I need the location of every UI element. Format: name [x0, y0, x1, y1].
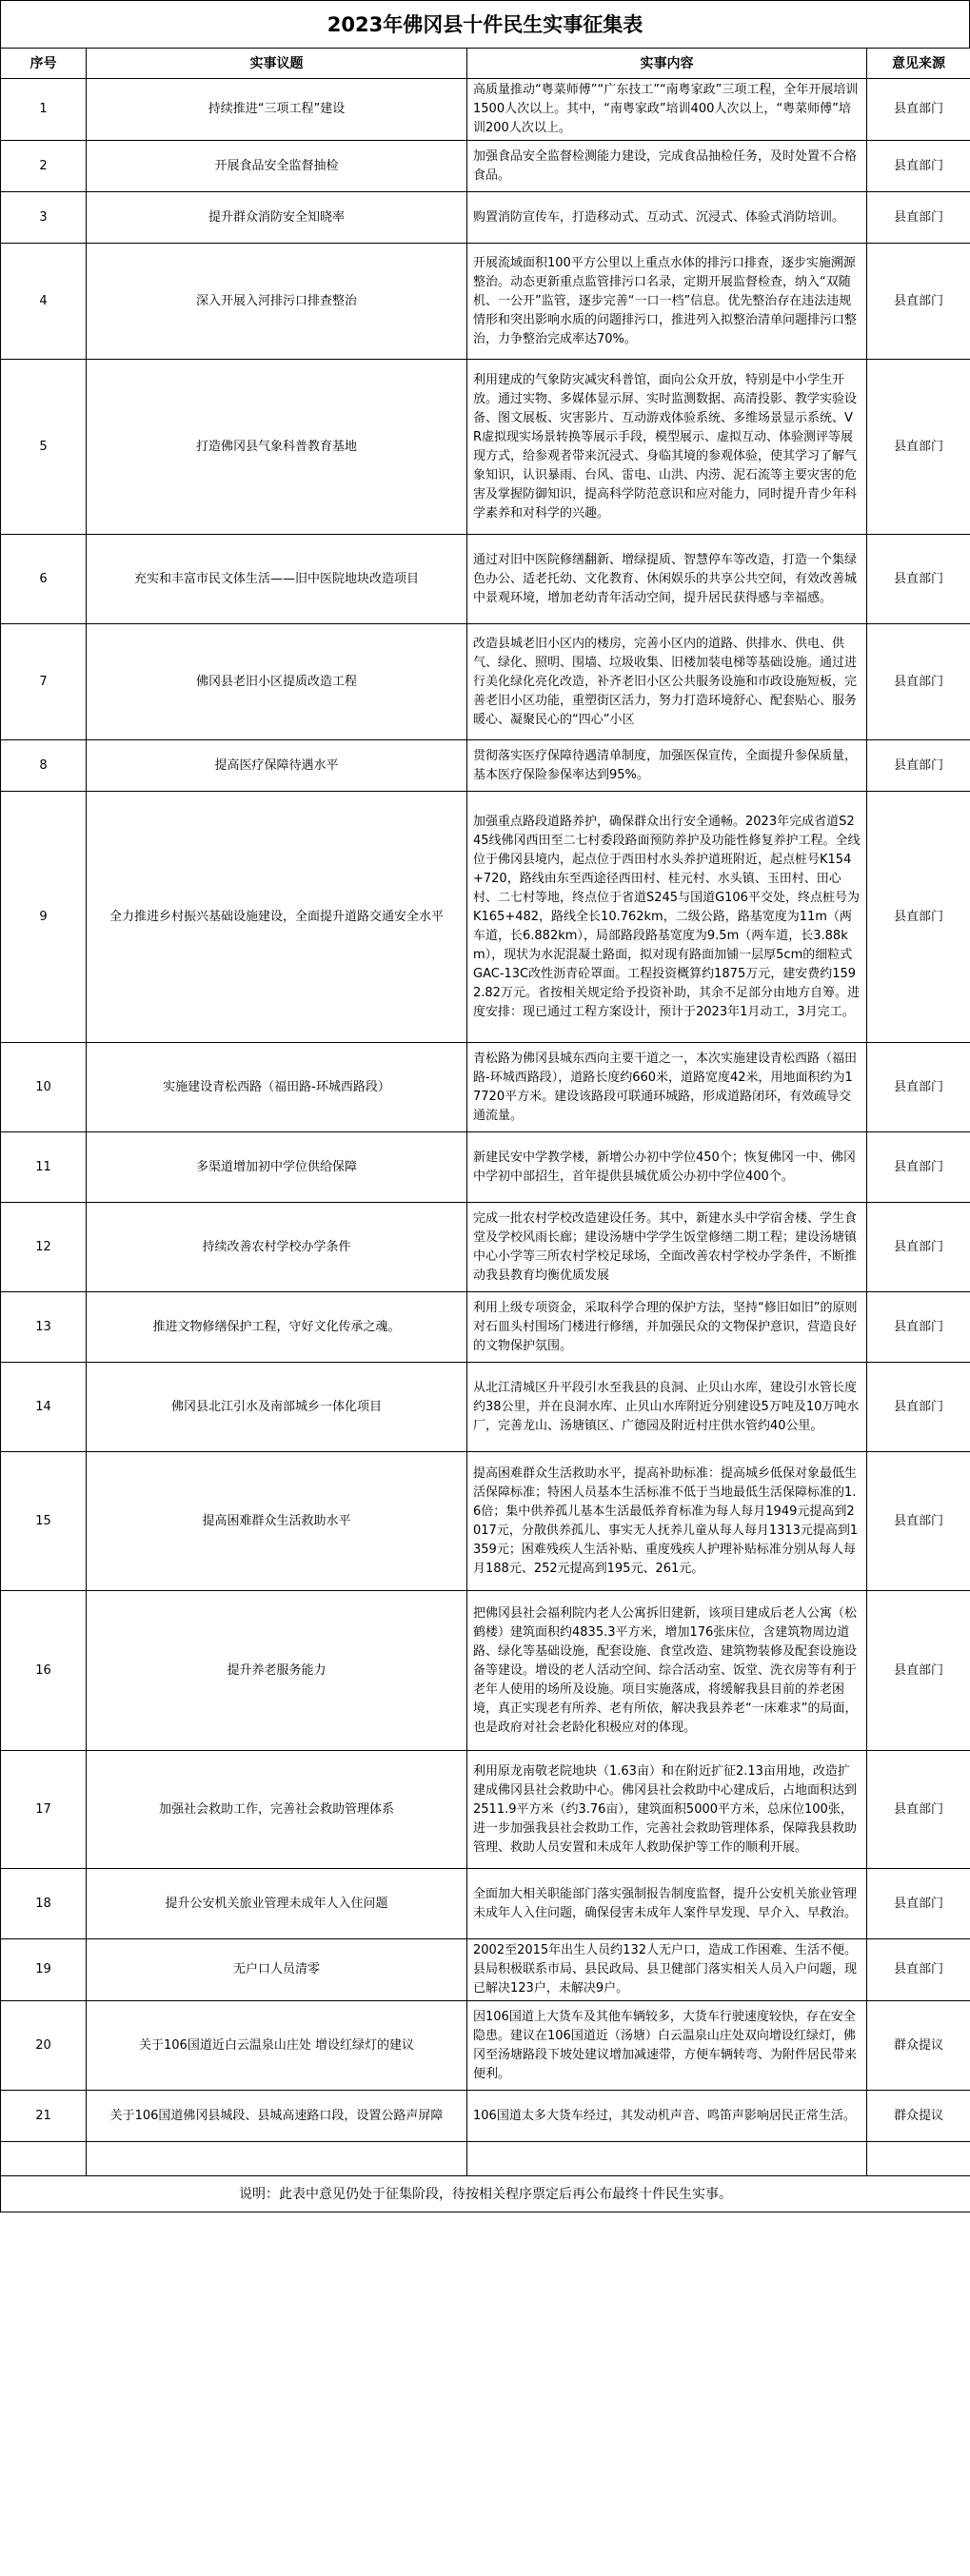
row-source: 县直部门	[867, 244, 970, 360]
empty-cell	[467, 2142, 867, 2176]
row-topic: 佛冈县北江引水及南部城乡一体化项目	[87, 1363, 467, 1452]
row-source: 县直部门	[867, 624, 970, 740]
row-content: 加强食品安全监督检测能力建设，完成食品抽检任务，及时处置不合格食品。	[467, 141, 867, 192]
row-source: 县直部门	[867, 141, 970, 192]
row-number: 18	[1, 1869, 87, 1939]
row-number: 1	[1, 79, 87, 141]
row-topic: 关于106国道近白云温泉山庄处 增设红绿灯的建议	[87, 2001, 467, 2091]
row-number: 14	[1, 1363, 87, 1452]
table-row	[1, 1751, 970, 1869]
row-source: 县直部门	[867, 1869, 970, 1939]
table-row	[1, 1363, 970, 1452]
row-topic: 持续改善农村学校办学条件	[87, 1203, 467, 1292]
empty-cell	[867, 2142, 970, 2176]
header-content: 实事内容	[467, 49, 867, 79]
header-topic: 实事议题	[87, 49, 467, 79]
note-row	[1, 2176, 970, 2212]
row-content: 购置消防宣传车，打造移动式、互动式、沉浸式、体验式消防培训。	[467, 192, 867, 244]
row-content: 通过对旧中医院修缮翻新、增绿提质、智慧停车等改造，打造一个集绿色办公、适老托幼、文化教育、休闲娱乐的共享公共空间，有效改善城中景观环境，增加老幼青年活动空间，提升居民获得感与幸福感。	[467, 535, 867, 624]
row-content: 加强重点路段道路养护，确保群众出行安全通畅。2023年完成省道S245线佛冈西田至二七村委段路面预防养护及功能性修复养护工程。全线位于佛冈县境内，起点位于西田村水头养护道班附近，起点桩号K154+720，路线由东至西途径西田村、桂元村、水头镇、玉田村、田心村、二七村等地，终点位于省道S245与国道G106平交处，终点桩号为K165+482，路线全长10.762km，二级公路，路基宽度为11m（两车道，长6.882km），局部路段路基宽度为9.5m（两车道，长3.88km），现状为水泥混凝土路面，拟对现有路面加铺一层厚5cm的细粒式GAC-13C改性沥青砼罩面。工程投资概算约1875万元，建安费约1592.82万元。省按相关规定给予投资补助，其余不足部分由地方自筹。进度安排：现已通过工程方案设计，预计于2023年1月动工，3月完工。	[467, 792, 867, 1043]
table-row	[1, 192, 970, 244]
row-number: 5	[1, 360, 87, 535]
table-header-row	[1, 49, 970, 79]
table-body	[1, 79, 970, 2142]
row-content: 提高困难群众生活救助水平，提高补助标准：提高城乡低保对象最低生活保障标准；特困人员基本生活标准不低于当地最低生活保障标准的1.6倍；集中供养孤儿基本生活最低养育标准为每人每月1949元提高到2017元，分散供养孤儿、事实无人抚养儿童从每人每月1313元提高到1359元；困难残疾人生活补贴、重度残疾人护理补贴标准分别从每人每月188元、252元提高到195元、261元。	[467, 1452, 867, 1591]
row-content: 2002至2015年出生人员约132人无户口，造成工作困难、生活不便。县局积极联系市局、县民政局、县卫健部门落实相关人员入户问题，现已解决123户，未解决9户。	[467, 1939, 867, 2001]
table-row	[1, 624, 970, 740]
row-source: 县直部门	[867, 1043, 970, 1132]
row-topic: 无户口人员清零	[87, 1939, 467, 2001]
row-topic: 提高困难群众生活救助水平	[87, 1452, 467, 1591]
row-source: 县直部门	[867, 1292, 970, 1363]
row-content: 开展流域面积100平方公里以上重点水体的排污口排查，逐步实施溯源整治。动态更新重点监管排污口名录，定期开展监督检查，纳入“双随机、一公开”监管，逐步完善“一口一档”信息。优先整治存在违法违规情形和突出影响水质的问题排污口，推进列入拟整治清单问题排污口整治，力争整治完成率达70%。	[467, 244, 867, 360]
row-source: 县直部门	[867, 1132, 970, 1203]
table-row	[1, 1939, 970, 2001]
row-number: 13	[1, 1292, 87, 1363]
row-number: 6	[1, 535, 87, 624]
row-source: 县直部门	[867, 192, 970, 244]
row-source: 县直部门	[867, 792, 970, 1043]
row-source: 县直部门	[867, 1939, 970, 2001]
row-content: 因106国道上大货车及其他车辆较多，大货车行驶速度较快，存在安全隐患。建议在106国道近（汤塘）白云温泉山庄处双向增设红绿灯，佛冈至汤塘路段下坡处建议增加减速带，方便车辆转弯、为附件居民带来便利。	[467, 2001, 867, 2091]
table-note: 说明：此表中意见仍处于征集阶段，待按相关程序票定后再公布最终十件民生实事。	[1, 2176, 970, 2212]
table-row	[1, 1203, 970, 1292]
row-source: 群众提议	[867, 2001, 970, 2091]
table-row	[1, 1292, 970, 1363]
row-number: 17	[1, 1751, 87, 1869]
row-content: 青松路为佛冈县城东西向主要干道之一，本次实施建设青松西路（福田路-环城西路段），道路长度约660米，道路宽度42米，用地面积约为17720平方米。建设该路段可联通环城路，形成道路闭环，有效疏导交通流量。	[467, 1043, 867, 1132]
row-number: 4	[1, 244, 87, 360]
row-content: 把佛冈县社会福利院内老人公寓拆旧建新，该项目建成后老人公寓（松鹤楼）建筑面积约4835.3平方米，增加176张床位，含建筑物周边道路、绿化等基础设施，配套设施、食堂改造、建筑物装修及配套设施设备等建设。增设的老人活动空间、综合活动室、饭堂、洗衣房等有利于老年人使用的场所及设施。项目实施落成，将缓解我县目前的养老困境，真正实现老有所养、老有所依，解决我县养老“一床难求”的局面，也是政府对社会老龄化积极应对的体现。	[467, 1591, 867, 1751]
row-content: 贯彻落实医疗保障待遇清单制度，加强医保宣传，全面提升参保质量，基本医疗保险参保率达到95%。	[467, 740, 867, 792]
row-topic: 提升养老服务能力	[87, 1591, 467, 1751]
row-source: 群众提议	[867, 2091, 970, 2142]
row-number: 11	[1, 1132, 87, 1203]
row-topic: 打造佛冈县气象科普教育基地	[87, 360, 467, 535]
row-content: 完成一批农村学校改造建设任务。其中，新建水头中学宿舍楼、学生食堂及学校风雨长廊；建设汤塘中学学生饭堂修缮二期工程；建设汤塘镇中心小学等三所农村学校足球场，全面改善农村学校办学条件，不断推动我县教育均衡优质发展	[467, 1203, 867, 1292]
header-source: 意见来源	[867, 49, 970, 79]
table-row	[1, 244, 970, 360]
empty-cell	[1, 2142, 87, 2176]
row-topic: 提升群众消防安全知晓率	[87, 192, 467, 244]
row-source: 县直部门	[867, 1363, 970, 1452]
row-number: 3	[1, 192, 87, 244]
row-source: 县直部门	[867, 1751, 970, 1869]
empty-row	[1, 2142, 970, 2176]
row-content: 从北江清城区升平段引水至我县的良洞、止贝山水库，建设引水管长度约38公里，并在良洞水库、止贝山水库附近分别建设5万吨及10万吨水厂，完善龙山、汤塘镇区、广德园及附近村庄供水管约40公里。	[467, 1363, 867, 1452]
table-row	[1, 79, 970, 141]
table-row	[1, 2001, 970, 2091]
items-table	[0, 48, 970, 2212]
row-topic: 关于106国道佛冈县城段、县城高速路口段，设置公路声屏障	[87, 2091, 467, 2142]
row-content: 高质量推动“粤菜师傅”“广东技工”“南粤家政”三项工程，全年开展培训1500人次以上。其中，“南粤家政”培训400人次以上，“粤菜师傅”培训200人次以上。	[467, 79, 867, 141]
row-source: 县直部门	[867, 740, 970, 792]
row-topic: 提高医疗保障待遇水平	[87, 740, 467, 792]
row-content: 106国道太多大货车经过，其发动机声音、鸣笛声影响居民正常生活。	[467, 2091, 867, 2142]
table-row	[1, 535, 970, 624]
row-topic: 持续推进“三项工程”建设	[87, 79, 467, 141]
row-number: 8	[1, 740, 87, 792]
row-content: 改造县城老旧小区内的楼房，完善小区内的道路、供排水、供电、供气、绿化、照明、围墙、垃圾收集、旧楼加装电梯等基础设施。通过进行美化绿化亮化改造，补齐老旧小区公共服务设施和市政设施短板，完善老旧小区功能，重塑街区活力，努力打造环境舒心、配套贴心、服务暖心、凝聚民心的“四心”小区	[467, 624, 867, 740]
row-number: 9	[1, 792, 87, 1043]
row-content: 利用上级专项资金，采取科学合理的保护方法，坚持“修旧如旧”的原则对石皿头村围场门楼进行修缮，并加强民众的文物保护意识，营造良好的文物保护氛围。	[467, 1292, 867, 1363]
table-row	[1, 1591, 970, 1751]
row-number: 16	[1, 1591, 87, 1751]
table-row	[1, 1132, 970, 1203]
row-source: 县直部门	[867, 79, 970, 141]
table-row	[1, 141, 970, 192]
table-row	[1, 740, 970, 792]
row-number: 7	[1, 624, 87, 740]
row-source: 县直部门	[867, 1591, 970, 1751]
row-source: 县直部门	[867, 1203, 970, 1292]
row-topic: 提升公安机关旅业管理未成年人入住问题	[87, 1869, 467, 1939]
row-content: 新建民安中学教学楼，新增公办初中学位450个；恢复佛冈一中、佛冈中学初中部招生，首年提供县城优质公办初中学位400个。	[467, 1132, 867, 1203]
row-number: 20	[1, 2001, 87, 2091]
row-number: 19	[1, 1939, 87, 2001]
sheet-title: 2023年佛冈县十件民生实事征集表	[0, 0, 970, 48]
table-row	[1, 1452, 970, 1591]
row-topic: 多渠道增加初中学位供给保障	[87, 1132, 467, 1203]
row-topic: 加强社会救助工作，完善社会救助管理体系	[87, 1751, 467, 1869]
row-number: 10	[1, 1043, 87, 1132]
table-row	[1, 360, 970, 535]
table-row	[1, 792, 970, 1043]
row-content: 利用原龙南敬老院地块（1.63亩）和在附近扩征2.13亩用地，改造扩建成佛冈县社会救助中心。佛冈县社会救助中心建成后，占地面积达到2511.9平方米（约3.76亩），建筑面积5000平方米，总床位100张，进一步加强我县社会救助工作，完善社会救助管理体系，保障我县救助管理、救助人员安置和未成年人救助保护等工作的顺利开展。	[467, 1751, 867, 1869]
table-row	[1, 2091, 970, 2142]
row-content: 全面加大相关职能部门落实强制报告制度监督，提升公安机关旅业管理未成年人入住问题，确保侵害未成年人案件早发现、早介入、早救治。	[467, 1869, 867, 1939]
row-topic: 佛冈县老旧小区提质改造工程	[87, 624, 467, 740]
row-topic: 开展食品安全监督抽检	[87, 141, 467, 192]
row-source: 县直部门	[867, 1452, 970, 1591]
row-number: 2	[1, 141, 87, 192]
row-number: 21	[1, 2091, 87, 2142]
table-row	[1, 1869, 970, 1939]
row-number: 15	[1, 1452, 87, 1591]
table-row	[1, 1043, 970, 1132]
row-source: 县直部门	[867, 360, 970, 535]
row-topic: 充实和丰富市民文体生活——旧中医院地块改造项目	[87, 535, 467, 624]
row-content: 利用建成的气象防灾减灾科普馆，面向公众开放，特别是中小学生开放。通过实物、多媒体显示屏、实时监测数据、高清投影、教学实验设备、图文展板、灾害影片、互动游戏体验系统、多维场景显示系统、VR虚拟现实场景转换等展示手段，模型展示、虚拟互动、体验测评等展现方式，给参观者带来沉浸式、身临其境的参观体验，使其学习了解气象知识，认识暴雨、台风、雷电、山洪、内涝、泥石流等主要灾害的危害及掌握防御知识，提高科学防范意识和应对能力，同时提升青少年科学素养和对科学的兴趣。	[467, 360, 867, 535]
row-topic: 推进文物修缮保护工程，守好文化传承之魂。	[87, 1292, 467, 1363]
row-source: 县直部门	[867, 535, 970, 624]
empty-cell	[87, 2142, 467, 2176]
row-topic: 全力推进乡村振兴基础设施建设，全面提升道路交通安全水平	[87, 792, 467, 1043]
row-number: 12	[1, 1203, 87, 1292]
row-topic: 深入开展入河排污口排查整治	[87, 244, 467, 360]
row-topic: 实施建设青松西路（福田路-环城西路段）	[87, 1043, 467, 1132]
header-no: 序号	[1, 49, 87, 79]
